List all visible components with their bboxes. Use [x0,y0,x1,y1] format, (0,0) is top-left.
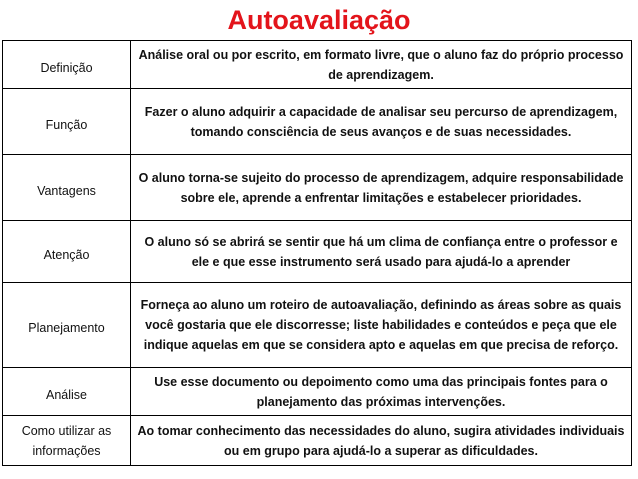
row-term-text: Função [45,117,88,132]
autoavaliacao-table [2,40,632,466]
row-term [3,89,131,155]
row-term [3,283,131,368]
table-row [3,283,632,368]
slide-title: Autoavaliação [227,5,411,35]
table-row [3,221,632,283]
row-term-text: Planejamento [28,321,105,335]
table-row [3,155,632,221]
row-term [3,41,131,89]
row-description: O aluno torna-se sujeito do processo de aprendizagem, adquire responsabilidade sobre ele, aprende a enfrentar limitações e estabelecer prioridades. [131,155,632,221]
row-term-text: Atenção [43,247,90,262]
row-term-text: Análise [46,387,87,402]
table-row [3,41,632,89]
row-term [3,221,131,283]
row-term-text: Como utilizar as informações [21,423,112,458]
table-row [3,416,632,466]
row-description: Use esse documento ou depoimento como uma das principais fontes para o planejamento das próximas intervenções. [131,368,632,416]
row-description: O aluno só se abrirá se sentir que há um clima de confiança entre o professor e ele e que esse instrumento será usado para ajudá-lo a aprender [131,221,632,283]
row-description: Ao tomar conhecimento das necessidades do aluno, sugira atividades individuais ou em grupo para ajudá-lo a superar as dificuldades. [131,416,632,466]
row-description: Forneça ao aluno um roteiro de autoavaliação, definindo as áreas sobre as quais você gostaria que ele discorresse; liste habilidades e conteúdos e peça que ele indique aquelas em que se considera apto e aquelas em que precisa de reforço. [131,283,632,368]
row-description: Fazer o aluno adquirir a capacidade de analisar seu percurso de aprendizagem, tomando consciência de seus avanços e de suas necessidades. [131,89,632,155]
row-term [3,368,131,416]
row-term [3,416,131,466]
row-term [3,155,131,221]
table-row [3,89,632,155]
row-term-text: Definição [40,60,93,75]
row-description: Análise oral ou por escrito, em formato livre, que o aluno faz do próprio processo de aprendizagem. [131,41,632,89]
row-term-text: Vantagens [37,183,96,198]
table-row [3,368,632,416]
